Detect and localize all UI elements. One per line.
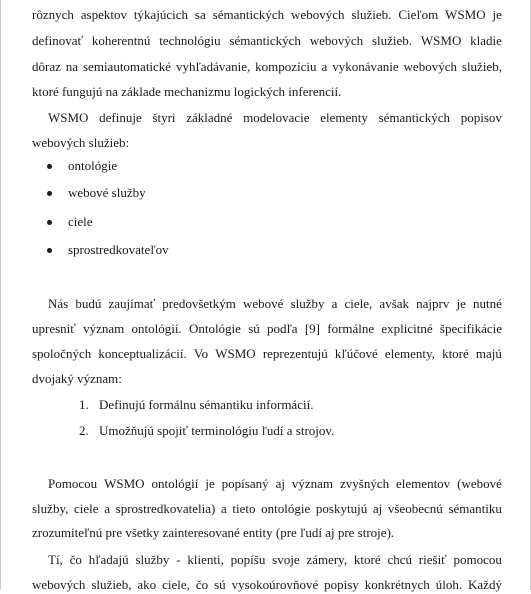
word: Cieľom: [398, 7, 439, 22]
word: webových: [32, 577, 86, 592]
word: popisov: [460, 110, 502, 125]
word: ontológie: [261, 501, 311, 516]
bullet-icon: [47, 164, 52, 169]
word: technológiu: [159, 33, 221, 48]
word: sprostredkovatelia): [115, 501, 216, 516]
word: Pomocou: [48, 476, 98, 491]
word: riešiť: [418, 552, 447, 567]
word: WSMO: [445, 7, 486, 22]
list-item-text: webové služby: [68, 185, 146, 200]
word: služby,: [32, 501, 69, 516]
word: služieb.: [351, 7, 392, 22]
paragraph-line: [32, 6, 502, 24]
word: [9]: [304, 321, 320, 336]
word: WSMO: [48, 110, 89, 125]
word: služieb.: [371, 33, 413, 48]
word: webových: [309, 33, 364, 48]
word: ciele,: [344, 296, 373, 311]
word: je: [205, 476, 215, 491]
word: ciele: [74, 501, 99, 516]
word: poskytujú: [315, 501, 368, 516]
word: a: [220, 501, 227, 516]
word: modelovacie: [243, 110, 310, 125]
paragraph-line: [48, 475, 502, 493]
paragraph-line: webových služieb:: [32, 135, 130, 150]
bullet-icon: [47, 220, 52, 225]
word: chcú: [387, 552, 412, 567]
word: -: [176, 552, 181, 567]
word: základné: [186, 110, 233, 125]
paragraph-line: [48, 109, 502, 127]
word: WSMO: [420, 33, 462, 48]
list-item-number: 1.: [79, 397, 89, 412]
word: sú: [214, 577, 226, 592]
word: nutné: [472, 296, 502, 311]
word: ontológií.: [131, 321, 182, 336]
word: formálne: [327, 321, 375, 336]
word: WSMO: [215, 346, 256, 361]
word: sú: [248, 321, 260, 336]
word: avšak: [379, 296, 410, 311]
word: budú: [75, 296, 102, 311]
list-item-number: 2.: [79, 423, 89, 438]
word: aspektov: [80, 7, 127, 22]
word: upresniť: [32, 321, 76, 336]
list-item-text: sprostredkovateľov: [68, 242, 169, 257]
word: dôraz: [32, 59, 61, 74]
word: sémantických: [378, 110, 451, 125]
word: zámery,: [306, 552, 348, 567]
word: podľa: [267, 321, 298, 336]
word: rôznych: [32, 7, 74, 22]
paragraph-line: dvojaký význam:: [32, 371, 122, 386]
word: služby: [135, 552, 170, 567]
word: služby: [290, 296, 325, 311]
word: najprv: [416, 296, 450, 311]
paragraph-line: [32, 58, 502, 76]
word: a: [331, 296, 338, 311]
word: sémantických: [229, 33, 301, 48]
word: špecifikácie: [439, 321, 502, 336]
bullet-icon: [47, 248, 52, 253]
paragraph-line: [32, 345, 502, 363]
paragraph-line: [32, 500, 502, 518]
word: štyri: [152, 110, 176, 125]
word: kľúčové: [334, 346, 378, 361]
word: predovšetkým: [162, 296, 236, 311]
paragraph-line: [32, 576, 502, 594]
word: ciele,: [162, 577, 190, 592]
word: Ontológie: [188, 321, 241, 336]
word: vykonávanie: [332, 59, 399, 74]
word: Vo: [193, 346, 209, 361]
word: úloh.: [435, 577, 463, 592]
word: všeobecnú: [387, 501, 443, 516]
word: čo: [69, 552, 82, 567]
word: popísaný: [221, 476, 269, 491]
word: ako: [137, 577, 157, 592]
word: sa: [194, 7, 206, 22]
paragraph-line: [32, 320, 502, 338]
paragraph-line: [48, 295, 502, 313]
word: Nás: [48, 296, 69, 311]
word: semiautomatické: [83, 59, 172, 74]
word: aj: [275, 476, 285, 491]
word: koherentnú: [91, 33, 151, 48]
word: explicitné: [381, 321, 433, 336]
word: vyhľadávanie,: [176, 59, 251, 74]
word: sémantiku: [448, 501, 502, 516]
word: je: [456, 296, 466, 311]
word: a: [104, 501, 110, 516]
word: elementov: [396, 476, 451, 491]
word: týkajúcich: [133, 7, 189, 22]
word: webové: [243, 296, 284, 311]
word: ontológií: [151, 476, 199, 491]
word: na: [65, 59, 79, 74]
word: význam: [83, 321, 125, 336]
word: služieb,: [91, 577, 132, 592]
word: konkrétnych: [364, 577, 430, 592]
word: zvyšných: [339, 476, 390, 491]
word: Každý: [468, 577, 502, 592]
word: kladie: [470, 33, 502, 48]
word: význam: [291, 476, 334, 491]
word: webových: [403, 59, 457, 74]
word: sémantických: [212, 7, 285, 22]
word: Tí,: [48, 552, 63, 567]
word: ktoré: [442, 346, 469, 361]
list-item-text: ciele: [68, 214, 93, 229]
paragraph-line: [48, 551, 502, 569]
word: zaujímať: [108, 296, 156, 311]
word: klienti,: [187, 552, 224, 567]
word: popíšu: [230, 552, 266, 567]
word: (webové: [457, 476, 502, 491]
word: WSMO: [104, 476, 145, 491]
word: webových: [291, 7, 345, 22]
word: definovať: [32, 33, 84, 48]
word: spoločných: [32, 346, 92, 361]
list-item-text: ontológie: [68, 158, 118, 173]
word: ktoré: [353, 552, 381, 567]
word: je: [492, 7, 502, 22]
word: elementy: [320, 110, 368, 125]
paragraph-line: [32, 32, 502, 50]
word: elementy,: [384, 346, 435, 361]
word: reprezentujú: [262, 346, 328, 361]
word: hľadajú: [88, 552, 129, 567]
bullet-icon: [47, 191, 52, 196]
word: definuje: [99, 110, 142, 125]
word: čo: [195, 577, 209, 592]
word: konceptualizácií.: [98, 346, 187, 361]
word: pomocou: [453, 552, 502, 567]
list-item-text: Umožňujú spojiť terminológiu ľudí a strojov.: [99, 423, 335, 438]
word: popisy: [324, 577, 359, 592]
word: kompozíciu: [255, 59, 317, 74]
word: aj: [372, 501, 383, 516]
word: služieb,: [461, 59, 502, 74]
word: vysokoúrovňové: [231, 577, 319, 592]
word: tieto: [232, 501, 256, 516]
paragraph-line: ktoré fungujú na základe mechanizmu logických inferencií.: [32, 84, 342, 99]
word: a: [321, 59, 328, 74]
paragraph-line: zrozumiteľnú pre všetky zainteresované entity (pre ľudí aj pre stroje).: [32, 525, 395, 540]
word: svoje: [272, 552, 300, 567]
word: majú: [475, 346, 502, 361]
list-item-text: Definujú formálnu sémantiku informácií.: [99, 397, 314, 412]
